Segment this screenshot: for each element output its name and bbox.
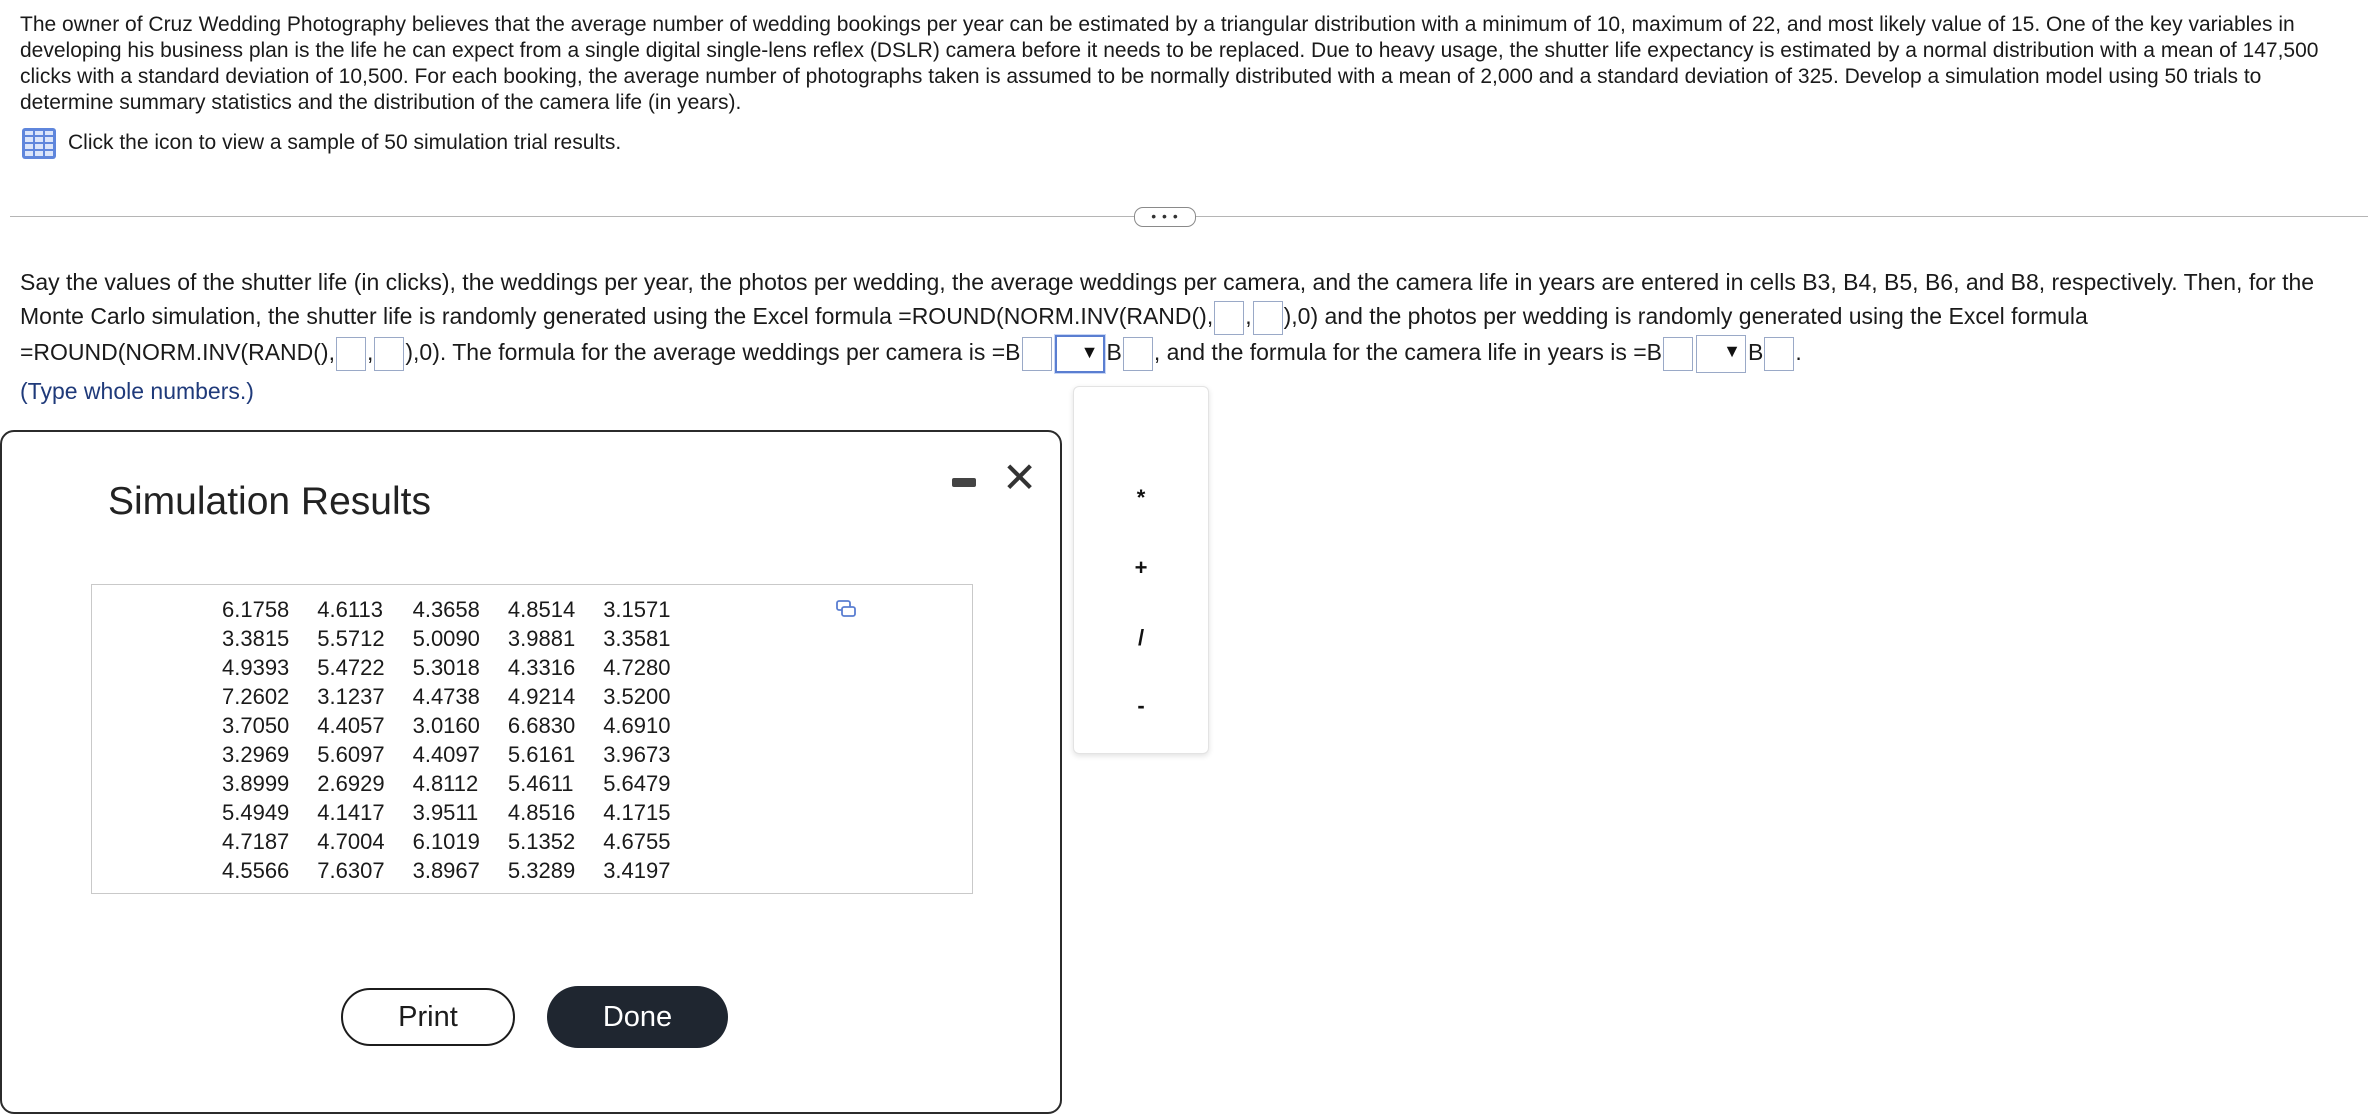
close-button[interactable]: ✕ <box>1002 454 1038 501</box>
simulation-results-dialog <box>0 430 1062 1114</box>
life-operator-dropdown[interactable] <box>1696 335 1746 373</box>
table-cell: 5.6097 <box>317 742 385 767</box>
table-cell: 3.9673 <box>603 742 671 767</box>
results-box <box>91 584 973 894</box>
table-cell: 3.1237 <box>317 684 385 709</box>
table-cell: 4.6113 <box>317 597 383 622</box>
table-cell: 7.2602 <box>222 684 290 709</box>
table-row <box>222 653 698 682</box>
table-cell: 3.5200 <box>603 684 671 709</box>
table-cell: 5.6479 <box>603 771 671 796</box>
question-part3: =ROUND(NORM.INV(RAND(), <box>20 339 335 365</box>
table-cell: 2.6929 <box>317 771 385 796</box>
done-button[interactable]: Done <box>547 986 728 1048</box>
table-cell: 5.0090 <box>412 626 480 651</box>
option-multiply[interactable]: * <box>1136 485 1146 510</box>
operator-dropdown-menu <box>1073 386 1209 754</box>
life-cell-b-input[interactable] <box>1764 337 1794 371</box>
table-cell: 3.4197 <box>603 858 671 883</box>
table-cell: 5.1352 <box>507 829 576 854</box>
table-row <box>222 798 698 827</box>
table-cell: 4.9214 <box>507 684 576 709</box>
b-letter: B <box>1106 339 1122 365</box>
table-cell: 3.8999 <box>222 771 290 796</box>
table-row <box>222 624 698 653</box>
table-cell: 3.2969 <box>222 742 290 767</box>
table-cell: 5.5712 <box>317 626 385 651</box>
table-cell: 3.0160 <box>412 713 480 738</box>
table-cell: 3.3581 <box>603 626 671 651</box>
table-cell: 6.1019 <box>412 829 480 854</box>
chevron-down-icon: ▼ <box>1723 340 1741 361</box>
table-cell: 4.3316 <box>507 655 576 680</box>
table-cell: 5.3289 <box>507 858 576 883</box>
weddings-operator-dropdown[interactable] <box>1055 335 1105 373</box>
question-text <box>20 265 2350 373</box>
question-part1: Say the values of the shutter life (in clicks), the weddings per year, the photos per wedding, the average weddings per camera, and the camera life in years are entered in cells B3, B4, B5, B6, and B8, respectively. Then, for the Monte Carlo simulation, the shutter life is randomly generated using the Excel formula =ROUND(NORM.INV(RAND(), <box>20 269 2315 329</box>
table-row <box>222 769 698 798</box>
table-row <box>222 827 698 856</box>
table-cell: 7.6307 <box>317 858 385 883</box>
table-cell: 4.6910 <box>603 713 671 738</box>
table-grid-icon[interactable] <box>22 128 56 159</box>
expand-more-button[interactable]: • • • <box>1134 207 1196 227</box>
table-cell: 4.7187 <box>222 829 290 854</box>
table-cell: 3.3815 <box>222 626 290 651</box>
weddings-cell-b-input[interactable] <box>1123 337 1153 371</box>
table-cell: 3.9511 <box>412 800 479 825</box>
question-part2: ),0) and the photos per wedding is randomly generated using the Excel formula <box>1283 303 2088 329</box>
table-row <box>222 856 698 885</box>
hint-text: (Type whole numbers.) <box>20 378 254 404</box>
table-cell: 4.4057 <box>317 713 385 738</box>
dialog-title: Simulation Results <box>108 480 431 523</box>
table-cell: 6.6830 <box>507 713 576 738</box>
photos-stdev-input[interactable] <box>374 337 404 371</box>
table-cell: 3.1571 <box>603 597 671 622</box>
table-cell: 6.1758 <box>222 597 290 622</box>
table-cell: 4.8112 <box>412 771 479 796</box>
table-row <box>222 682 698 711</box>
table-cell: 4.3658 <box>412 597 480 622</box>
table-cell: 4.8516 <box>507 800 576 825</box>
problem-statement: The owner of Cruz Wedding Photography believes that the average number of wedding bookings per year can be estimated by a triangular distribution with a minimum of 10, maximum of 22, and most likely value of 15. One of the key variables in developing his business plan is the life he can expect from a single digital single-lens reflex (DSLR) camera before it needs to be replaced. Due to heavy usage, the shutter life expectancy is estimated by a normal distribution with a mean of 147,500 clicks with a standard deviation of 10,500. For each booking, the average number of photographs taken is assumed to be normally distributed with a mean of 2,000 and a standard deviation of 325. Develop a simulation model using 50 trials to determine summary statistics and the distribution of the camera life (in years). <box>20 13 2319 114</box>
table-cell: 5.6161 <box>507 742 576 767</box>
weddings-cell-a-input[interactable] <box>1022 337 1052 371</box>
print-button[interactable]: Print <box>341 988 515 1046</box>
comma-text: , <box>1245 303 1252 329</box>
shutter-stdev-input[interactable] <box>1253 301 1283 335</box>
shutter-mean-input[interactable] <box>1214 301 1244 335</box>
sample-link-text: Click the icon to view a sample of 50 simulation trial results. <box>68 131 622 154</box>
results-table <box>222 595 698 885</box>
table-cell: 4.8514 <box>507 597 576 622</box>
copy-icon[interactable] <box>836 599 856 619</box>
table-cell: 4.6755 <box>603 829 671 854</box>
table-cell: 4.4738 <box>412 684 480 709</box>
table-row <box>222 740 698 769</box>
table-cell: 4.9393 <box>222 655 290 680</box>
table-row <box>222 711 698 740</box>
minimize-button[interactable] <box>952 478 976 487</box>
option-divide[interactable]: / <box>1137 625 1145 650</box>
life-cell-a-input[interactable] <box>1663 337 1693 371</box>
table-cell: 4.7004 <box>317 829 385 854</box>
table-cell: 3.8967 <box>412 858 480 883</box>
photos-mean-input[interactable] <box>336 337 366 371</box>
table-row <box>222 595 698 624</box>
table-cell: 4.7280 <box>603 655 671 680</box>
option-add[interactable]: + <box>1134 555 1148 580</box>
table-cell: 5.4949 <box>222 800 290 825</box>
table-cell: 5.4722 <box>317 655 385 680</box>
table-cell: 5.3018 <box>412 655 480 680</box>
table-cell: 4.1715 <box>603 800 671 825</box>
table-cell: 4.4097 <box>412 742 480 767</box>
b-letter-2: B <box>1748 339 1764 365</box>
sample-link-line <box>22 126 621 160</box>
option-subtract[interactable]: - <box>1137 693 1145 718</box>
comma-text-2: , <box>366 339 374 365</box>
question-part4: ),0). The formula for the average weddings per camera is =B <box>405 339 1021 365</box>
chevron-down-icon: ▼ <box>1080 341 1099 362</box>
table-cell: 3.7050 <box>222 713 290 738</box>
table-cell: 4.5566 <box>222 858 290 883</box>
table-cell: 5.4611 <box>507 771 574 796</box>
question-part5: , and the formula for the camera life in years is =B <box>1153 339 1662 365</box>
period-text: . <box>1795 339 1802 365</box>
table-cell: 4.1417 <box>317 800 385 825</box>
table-cell: 3.9881 <box>507 626 576 651</box>
